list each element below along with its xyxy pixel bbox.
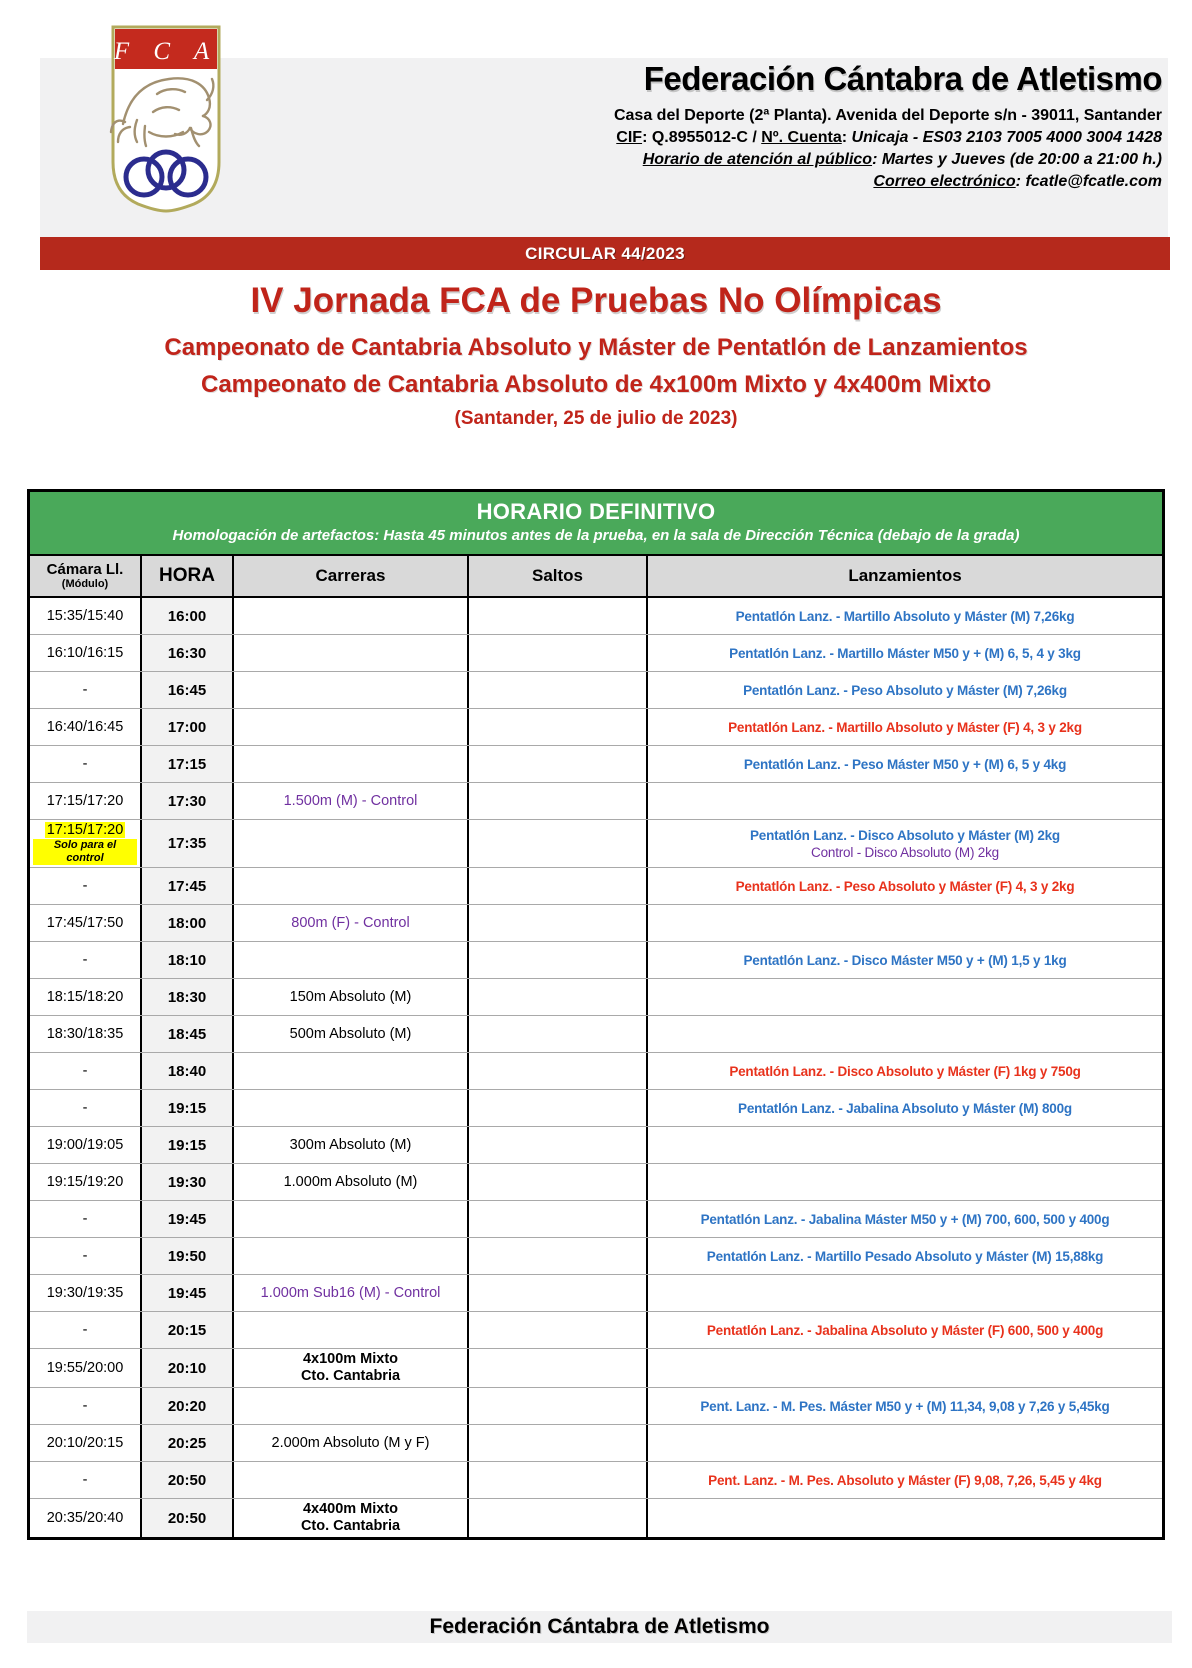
- hora-cell: 17:00: [142, 709, 234, 745]
- org-contact-text: :: [841, 129, 852, 146]
- lanzamientos-cell: [648, 820, 1162, 867]
- table-row: [30, 1238, 1162, 1275]
- camara-time: -: [82, 1322, 88, 1338]
- lanzamientos-cell: [648, 746, 1162, 782]
- lanzamientos-cell: [648, 635, 1162, 671]
- hora-cell: 18:00: [142, 905, 234, 941]
- table-row: [30, 1090, 1162, 1127]
- saltos-cell: [469, 635, 648, 671]
- event-heading: [0, 281, 1192, 430]
- carreras-cell: [234, 1462, 469, 1498]
- carreras-cell: [234, 1201, 469, 1237]
- saltos-cell: [469, 868, 648, 904]
- camara-time: -: [82, 952, 88, 968]
- org-contact-line: [614, 149, 1162, 171]
- hora-cell: 20:20: [142, 1388, 234, 1424]
- camara-cell: [30, 1201, 142, 1237]
- hora-cell: 17:30: [142, 783, 234, 819]
- table-row: [30, 820, 1162, 868]
- hora-cell: 18:40: [142, 1053, 234, 1089]
- camara-time: -: [82, 756, 88, 772]
- camara-cell: [30, 942, 142, 978]
- hora-cell: 20:25: [142, 1425, 234, 1461]
- event-entry: Cto. Cantabria: [300, 1368, 401, 1384]
- org-contact-text: fcatle@fcatle.com: [1025, 173, 1162, 190]
- lanzamientos-cell: [648, 1499, 1162, 1537]
- saltos-cell: [469, 979, 648, 1015]
- carreras-cell: [234, 672, 469, 708]
- event-entry: 1.000m Sub16 (M) - Control: [260, 1284, 441, 1301]
- camara-cell: [30, 746, 142, 782]
- event-entry: 4x400m Mixto: [302, 1501, 399, 1517]
- event-entry: Pentatlón Lanz. - Martillo Pesado Absoluto y Máster (M) 15,88kg: [706, 1248, 1104, 1264]
- lanzamientos-cell: [648, 598, 1162, 634]
- camara-time: 19:30/19:35: [46, 1285, 124, 1301]
- hora-cell: 18:10: [142, 942, 234, 978]
- lanzamientos-cell: [648, 1201, 1162, 1237]
- saltos-cell: [469, 1312, 648, 1348]
- table-row: [30, 905, 1162, 942]
- saltos-cell: [469, 905, 648, 941]
- saltos-cell: [469, 783, 648, 819]
- fca-logo: [107, 24, 225, 214]
- camara-time: -: [82, 878, 88, 894]
- event-entry: Pentatlón Lanz. - Peso Máster M50 y + (M) 6, 5 y 4kg: [743, 756, 1067, 772]
- saltos-cell: [469, 1016, 648, 1052]
- event-entry: 1.000m Absoluto (M): [283, 1173, 418, 1190]
- carreras-cell: [234, 1349, 469, 1387]
- camara-note: Solo para el control: [33, 839, 137, 865]
- saltos-cell: [469, 1238, 648, 1274]
- lanzamientos-cell: [648, 1090, 1162, 1126]
- event-date: (Santander, 25 de julio de 2023): [454, 408, 738, 429]
- event-entry: Pentatlón Lanz. - Jabalina Absoluto y Máster (M) 800g: [738, 1100, 1072, 1116]
- event-entry: Pentatlón Lanz. - Jabalina Absoluto y Máster (F) 600, 500 y 400g: [706, 1322, 1104, 1338]
- camara-time: 18:15/18:20: [46, 989, 124, 1005]
- carreras-cell: [234, 1425, 469, 1461]
- camara-cell: [30, 1238, 142, 1274]
- schedule-header: [30, 492, 1162, 556]
- lanzamientos-cell: [648, 1164, 1162, 1200]
- schedule-subtitle: Homologación de artefactos: Hasta 45 minutos antes de la prueba, en la sala de Dirección Técnica (debajo de la grada): [172, 527, 1020, 544]
- carreras-cell: [234, 1312, 469, 1348]
- table-row: [30, 1164, 1162, 1201]
- carreras-cell: [234, 820, 469, 867]
- camara-cell: [30, 1016, 142, 1052]
- lanzamientos-cell: [648, 1349, 1162, 1387]
- page-footer: Federación Cántabra de Atletismo: [27, 1611, 1172, 1643]
- org-contact-text: Casa del Deporte (2ª Planta). Avenida del Deporte s/n - 39011, Santander: [613, 107, 1162, 124]
- carreras-cell: [234, 598, 469, 634]
- hora-cell: 20:50: [142, 1499, 234, 1537]
- table-row: [30, 598, 1162, 635]
- camara-cell: [30, 1053, 142, 1089]
- camara-time: 17:15/17:20: [46, 822, 124, 838]
- event-entry: 500m Absoluto (M): [289, 1025, 412, 1042]
- event-entry: Pentatlón Lanz. - Peso Absoluto y Máster (F) 4, 3 y 2kg: [735, 878, 1075, 894]
- carreras-cell: [234, 1090, 469, 1126]
- saltos-cell: [469, 1053, 648, 1089]
- fca-letters: F C A: [113, 38, 219, 65]
- event-entry: Control - Disco Absoluto (M) 2kg: [811, 844, 999, 860]
- lanzamientos-cell: [648, 942, 1162, 978]
- table-row: [30, 1127, 1162, 1164]
- table-row: [30, 1499, 1162, 1537]
- camara-cell: [30, 1499, 142, 1537]
- camara-time: 19:00/19:05: [46, 1137, 124, 1153]
- hora-cell: 19:45: [142, 1201, 234, 1237]
- camara-time: -: [82, 1248, 88, 1264]
- event-subtitle-1: Campeonato de Cantabria Absoluto y Máster de Pentatlón de Lanzamientos: [164, 334, 1028, 361]
- camara-time: -: [82, 1472, 88, 1488]
- column-header-camara: Cámara Ll. (Módulo): [30, 556, 142, 596]
- table-row: [30, 868, 1162, 905]
- carreras-cell: [234, 942, 469, 978]
- event-entry: Pentatlón Lanz. - Jabalina Máster M50 y + (M) 700, 600, 500 y 400g: [700, 1211, 1110, 1227]
- lanzamientos-cell: [648, 1016, 1162, 1052]
- saltos-cell: [469, 1499, 648, 1537]
- org-contact-text: Correo electrónico: [873, 173, 1016, 190]
- carreras-cell: [234, 1016, 469, 1052]
- hora-cell: 20:50: [142, 1462, 234, 1498]
- lanzamientos-cell: [648, 979, 1162, 1015]
- table-row: [30, 979, 1162, 1016]
- camara-time: 20:10/20:15: [46, 1435, 124, 1451]
- camara-time: 18:30/18:35: [46, 1026, 124, 1042]
- carreras-cell: [234, 1388, 469, 1424]
- column-header-carreras: Carreras: [234, 556, 469, 596]
- lanzamientos-cell: [648, 1053, 1162, 1089]
- table-row: [30, 1016, 1162, 1053]
- saltos-cell: [469, 672, 648, 708]
- column-header-lanzamientos: Lanzamientos: [848, 566, 962, 585]
- camara-cell: [30, 1127, 142, 1163]
- lanzamientos-cell: [648, 1312, 1162, 1348]
- saltos-cell: [469, 1349, 648, 1387]
- carreras-cell: [234, 1275, 469, 1311]
- event-entry: Cto. Cantabria: [300, 1518, 401, 1534]
- event-entry: Pentatlón Lanz. - Peso Absoluto y Máster (M) 7,26kg: [743, 682, 1067, 698]
- saltos-cell: [469, 1201, 648, 1237]
- column-header-saltos: Saltos: [469, 556, 648, 596]
- camara-cell: [30, 635, 142, 671]
- lanzamientos-cell: [648, 905, 1162, 941]
- event-entry: Pentatlón Lanz. - Disco Máster M50 y + (M) 1,5 y 1kg: [743, 952, 1067, 968]
- lanzamientos-cell: [648, 1127, 1162, 1163]
- camara-time: 19:15/19:20: [46, 1174, 124, 1190]
- table-row: [30, 783, 1162, 820]
- camara-time: 16:10/16:15: [46, 645, 124, 661]
- hora-cell: 17:15: [142, 746, 234, 782]
- camara-time: 16:40/16:45: [46, 719, 124, 735]
- saltos-cell: [469, 1164, 648, 1200]
- schedule-rows: [30, 598, 1162, 1537]
- table-row: [30, 1462, 1162, 1499]
- table-row: [30, 1349, 1162, 1388]
- saltos-cell: [469, 746, 648, 782]
- hora-cell: 18:45: [142, 1016, 234, 1052]
- column-header-hora: HORA: [142, 556, 234, 596]
- camara-cell: [30, 820, 142, 867]
- table-row: [30, 1053, 1162, 1090]
- event-entry: Pent. Lanz. - M. Pes. Absoluto y Máster (F) 9,08, 7,26, 5,45 y 4kg: [708, 1472, 1102, 1488]
- schedule-title: HORARIO DEFINITIVO: [476, 499, 716, 524]
- camara-cell: [30, 868, 142, 904]
- camara-cell: [30, 1388, 142, 1424]
- carreras-cell: [234, 979, 469, 1015]
- hora-cell: 16:30: [142, 635, 234, 671]
- camara-time: -: [82, 1100, 88, 1116]
- saltos-cell: [469, 1127, 648, 1163]
- saltos-cell: [469, 598, 648, 634]
- hora-cell: 20:15: [142, 1312, 234, 1348]
- carreras-cell: [234, 1053, 469, 1089]
- table-row: [30, 1312, 1162, 1349]
- table-row: [30, 942, 1162, 979]
- hora-cell: 19:15: [142, 1127, 234, 1163]
- camara-time: 19:55/20:00: [46, 1360, 124, 1376]
- org-contact-text: Horario de atención al público: [642, 151, 873, 168]
- org-title: Federación Cántabra de Atletismo: [643, 60, 1162, 97]
- table-row: [30, 635, 1162, 672]
- lanzamientos-cell: [648, 1275, 1162, 1311]
- camara-cell: [30, 709, 142, 745]
- event-entry: 2.000m Absoluto (M y F): [271, 1434, 430, 1451]
- camara-cell: [30, 905, 142, 941]
- fca-shield: [107, 24, 225, 214]
- org-contact-line: [614, 105, 1162, 127]
- camara-time: 20:35/20:40: [46, 1510, 124, 1526]
- lanzamientos-cell: [648, 783, 1162, 819]
- camara-cell: [30, 783, 142, 819]
- camara-time: 17:45/17:50: [46, 915, 124, 931]
- hora-cell: 17:35: [142, 820, 234, 867]
- saltos-cell: [469, 1090, 648, 1126]
- org-contact-line: [614, 171, 1162, 193]
- lanzamientos-cell: [648, 1425, 1162, 1461]
- camara-cell: [30, 979, 142, 1015]
- lanzamientos-cell: [648, 672, 1162, 708]
- org-contact-text: Martes y Jueves (de 20:00 a 21:00 h.): [881, 151, 1162, 168]
- camara-cell: [30, 1312, 142, 1348]
- org-contact-text: CIF: [616, 129, 643, 146]
- camara-time: 15:35/15:40: [46, 608, 124, 624]
- camara-cell: [30, 1349, 142, 1387]
- event-entry: Pentatlón Lanz. - Disco Absoluto y Máster (F) 1kg y 750g: [729, 1063, 1081, 1079]
- hora-cell: 16:00: [142, 598, 234, 634]
- camara-time: 17:15/17:20: [46, 793, 124, 809]
- lanzamientos-cell: [648, 1462, 1162, 1498]
- hora-cell: 17:45: [142, 868, 234, 904]
- saltos-cell: [469, 1388, 648, 1424]
- lanzamientos-cell: [648, 1238, 1162, 1274]
- event-title: IV Jornada FCA de Pruebas No Olímpicas: [250, 281, 942, 320]
- camara-time: -: [82, 682, 88, 698]
- event-entry: 150m Absoluto (M): [289, 988, 412, 1005]
- carreras-cell: [234, 868, 469, 904]
- camara-cell: [30, 672, 142, 708]
- table-row: [30, 1425, 1162, 1462]
- org-contact-line: [614, 127, 1162, 149]
- lanzamientos-cell: [648, 868, 1162, 904]
- column-header-row: [30, 556, 1162, 598]
- table-row: [30, 746, 1162, 783]
- saltos-cell: [469, 709, 648, 745]
- org-contact-text: : Q.8955012-C /: [642, 129, 762, 146]
- event-entry: 300m Absoluto (M): [289, 1136, 412, 1153]
- carreras-cell: [234, 1499, 469, 1537]
- saltos-cell: [469, 1275, 648, 1311]
- table-row: [30, 1201, 1162, 1238]
- table-row: [30, 709, 1162, 746]
- saltos-cell: [469, 1425, 648, 1461]
- hora-cell: 19:45: [142, 1275, 234, 1311]
- camara-cell: [30, 1275, 142, 1311]
- saltos-cell: [469, 942, 648, 978]
- table-row: [30, 1388, 1162, 1425]
- event-entry: 800m (F) - Control: [291, 914, 410, 931]
- camara-time: -: [82, 1063, 88, 1079]
- carreras-cell: [234, 709, 469, 745]
- org-contact-text: Nº. Cuenta: [761, 129, 842, 146]
- schedule-table: [27, 489, 1165, 1540]
- lanzamientos-cell: [648, 1388, 1162, 1424]
- circular-banner: CIRCULAR 44/2023: [40, 237, 1170, 270]
- carreras-cell: [234, 905, 469, 941]
- hora-cell: 20:10: [142, 1349, 234, 1387]
- org-contact-info: [614, 105, 1162, 193]
- camara-time: -: [82, 1398, 88, 1414]
- lanzamientos-cell: [648, 709, 1162, 745]
- saltos-cell: [469, 820, 648, 867]
- event-entry: Pentatlón Lanz. - Martillo Absoluto y Máster (F) 4, 3 y 2kg: [728, 719, 1082, 735]
- camara-cell: [30, 1164, 142, 1200]
- carreras-cell: [234, 1164, 469, 1200]
- org-contact-text: :: [1015, 173, 1026, 190]
- carreras-cell: [234, 783, 469, 819]
- event-entry: Pentatlón Lanz. - Martillo Máster M50 y + (M) 6, 5, 4 y 3kg: [729, 645, 1081, 661]
- carreras-cell: [234, 1127, 469, 1163]
- carreras-cell: [234, 746, 469, 782]
- hora-cell: 19:15: [142, 1090, 234, 1126]
- hora-cell: 19:50: [142, 1238, 234, 1274]
- event-entry: 1.500m (M) - Control: [283, 792, 418, 809]
- camara-time: -: [82, 1211, 88, 1227]
- hora-cell: 16:45: [142, 672, 234, 708]
- camara-cell: [30, 1462, 142, 1498]
- event-entry: Pentatlón Lanz. - Disco Absoluto y Máster (M) 2kg: [750, 827, 1060, 843]
- camara-cell: [30, 598, 142, 634]
- event-entry: Pentatlón Lanz. - Martillo Absoluto y Máster (M) 7,26kg: [735, 608, 1075, 624]
- event-subtitle-2: Campeonato de Cantabria Absoluto de 4x100m Mixto y 4x400m Mixto: [201, 371, 991, 398]
- carreras-cell: [234, 635, 469, 671]
- org-contact-text: Unicaja - ES03 2103 7005 4000 3004 1428: [851, 129, 1162, 146]
- camara-cell: [30, 1090, 142, 1126]
- hora-cell: 18:30: [142, 979, 234, 1015]
- carreras-cell: [234, 1238, 469, 1274]
- table-row: [30, 1275, 1162, 1312]
- event-entry: Pent. Lanz. - M. Pes. Máster M50 y + (M) 11,34, 9,08 y 7,26 y 5,45kg: [700, 1398, 1110, 1414]
- event-entry: 4x100m Mixto: [302, 1351, 399, 1367]
- hora-cell: 19:30: [142, 1164, 234, 1200]
- org-header: [614, 60, 1162, 193]
- camara-cell: [30, 1425, 142, 1461]
- saltos-cell: [469, 1462, 648, 1498]
- table-row: [30, 672, 1162, 709]
- org-contact-text: :: [872, 151, 882, 168]
